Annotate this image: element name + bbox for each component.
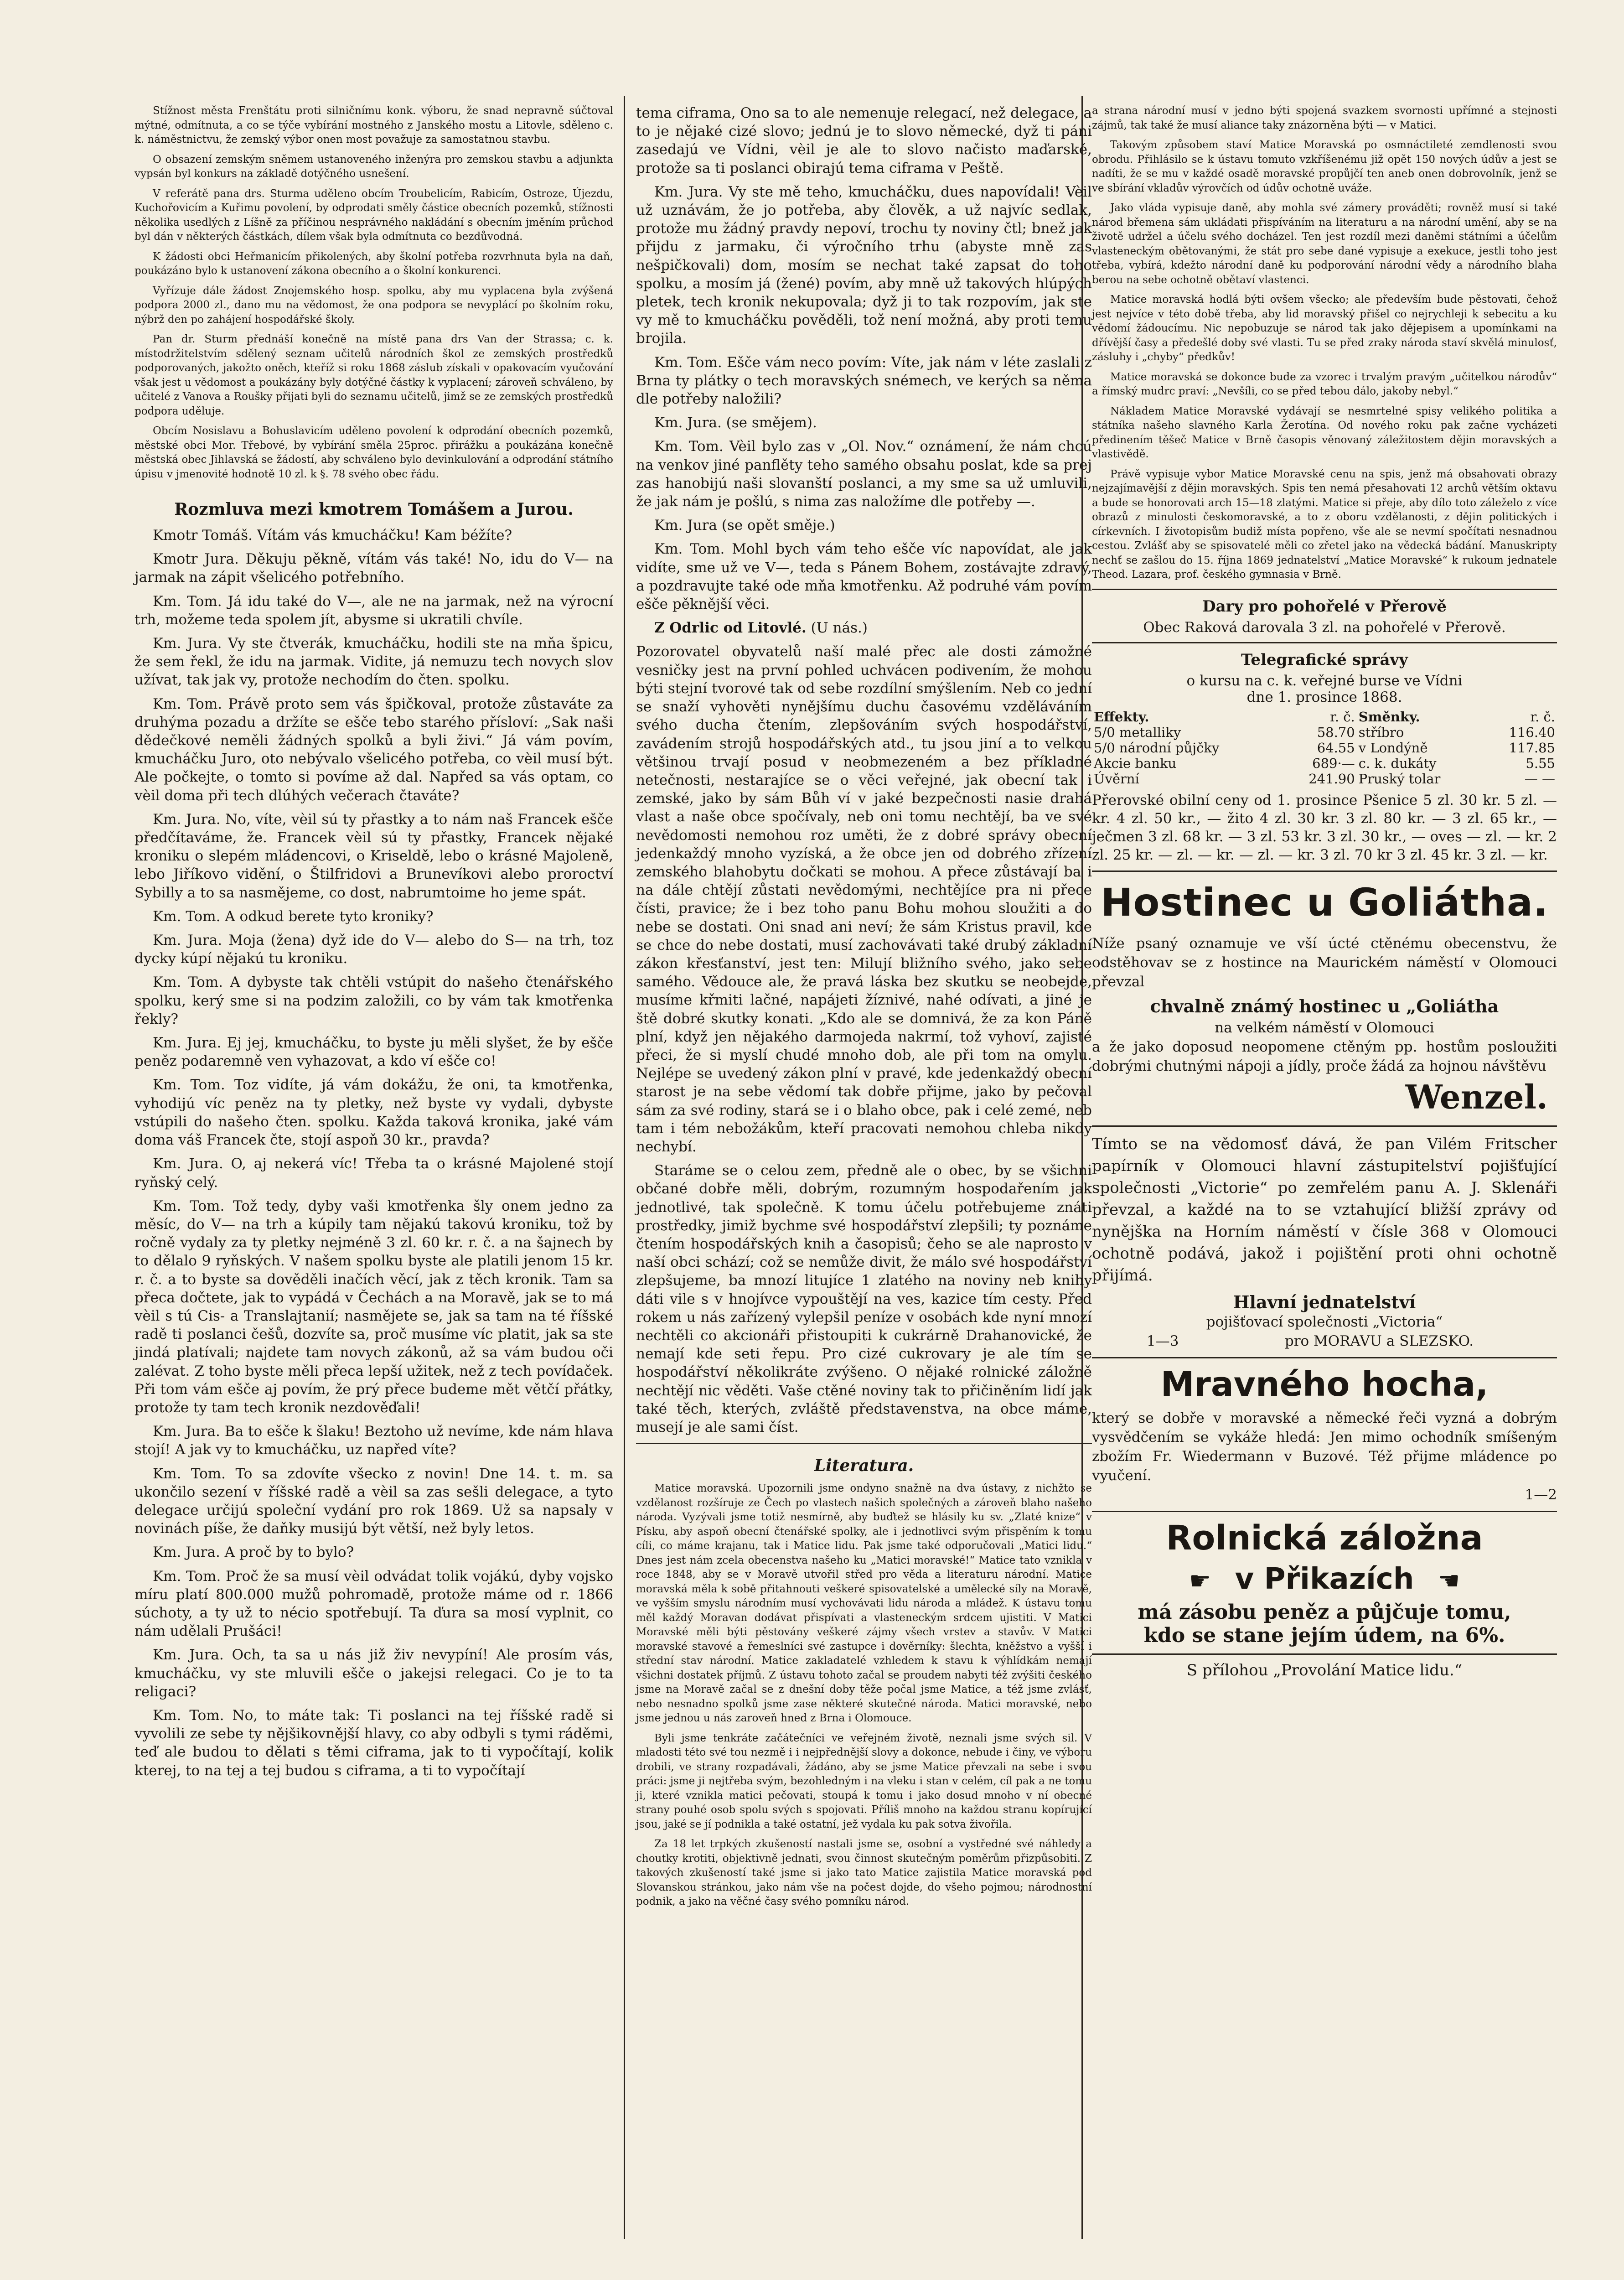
dialogue bbox=[134, 526, 613, 1780]
dialogue-line: Km. Tom. To sa zdovíte všecko z novin! Dne 14. t. m. sa ukončilo sezení v říšské radě a vèil sa zas sešli delegace, a tyto delegace určijú společní vydání pro rok 1869. Už sa napsaly v novinách píše, že daňky musijú být větší, než byly letos. bbox=[134, 1465, 613, 1537]
telegraph-subtitle: o kursu na c. k. veřejné burse ve Vídni bbox=[1186, 672, 1463, 689]
dialogue-title: Rozmluva mezi kmotrem Tomášem a Jurou. bbox=[174, 500, 574, 519]
dialogue-line: Km. Jura. No, víte, vèil sú ty přastky a to nám naš Francek ešče předčítaváme, že. Francek vèil sú ty přastky, Francek nějaké kroniku o slepém mládencovi, o Kriseldě, lebo o krásné Majoleně, lebo Jiříkovo vidění, o Štilfridovi a Brunevíkovi alebo proroctví Sybilly a to sa nasmějeme, co dost, nabrumtoime ho jeme spát. bbox=[134, 811, 613, 901]
ad-text: který se dobře v moravské a německé řeči vyzná a dobrým vysvědčením se vykáže hledá: Jen mimo ochodník smíšeným zbožím Fr. Wiedermann v Buzové. Též přijme mládence po vyučení. bbox=[1092, 1410, 1557, 1484]
dialogue-line: Km. Jura. Vy ste mě teho, kmucháčku, dues napovídali! Vèil už uznávám, že jo potřeba, aby člověk, a už najvíc sedlak, protože mu žádný pravdy nepoví, trochu ty noviny čtl; bnež jak přijdu z jarmaku, či výročního trhu (abyste mně zas nešpičkovali) dom, mosím se nechat také zapsat do toho spolku, a mosím já (žené) povím, aby mně už takových hlúpých pletek, tech kronik nekupovala; dyž ji to tak rozpovím, jak ste vy mě to kmucháčku pověděli, tož není možná, aby proti temu brojila. bbox=[636, 183, 1092, 347]
smenka-name: c. k. dukáty bbox=[1358, 755, 1437, 771]
paragraph: Pan dr. Sturm přednáší konečně na místě pana drs Van der Strassa; c. k. místodržitelstvím sdělený seznam učitelů národních škol ze zemských prostředků podporovaných, jakožto oněch, kteříž si roku 1868 záslub získali v opakovacím vyučování však jest u vědomost a poukázány byly dotýčné částky k vyplacení; zároveň schváleno, by učitelé z Vanova a Roušky přijati byli do seznamu učitelů, jimž se ze zemských prostředků podpora uděluje. bbox=[134, 333, 613, 417]
dialogue-line: Km. Tom. Právě proto sem vás špičkoval, protože zůstaváte za druhýma pozadu a držíte se ešče tebo starého přísloví: „Sak naši dědečkové neměli žádných spolků a byli živi.“ Já vám povím, kmucháčku Juro, oto nebývalo všelicého potřeba, co vèil musí být. Ale počkejte, o tomto si povíme až dal. Napřed sa vás optam, co vèil doma při tech dlúhých večerach čtaváte? bbox=[134, 695, 613, 804]
paragraph: Byli jsme tenkráte začátečníci ve veřejném životě, neznali jsme svých sil. V mladosti této své tou nezmě i i nejpřednější slovy a dokonce, nebude i činy, ve výboru drobili, ve strany rozpadávali, žádáno, aby se jsme Matice převzali na sebe i svou práci: jsme ji nejtřeba svým, bezohledným i na vleku i stan v celém, cíl pak a ne tomu ji, které vznikla matici pečovati, stoupá k tomu i jako dosud mnoho v ní obecné strany pouhé osob spolu svých s spojovati. Příliš mnoho na každou stranu kopírující jsou, jaké se jí podnikla a také ostatní, jež vydala ku pak sotva živořila. bbox=[636, 1732, 1092, 1830]
dialogue-line: Km. Tom. Ešče vám neco povím: Víte, jak nám v léte zaslali z Brna ty plátky o tech moravských snémech, ve kerých sa něma dle potřeby naložili? bbox=[636, 354, 1092, 408]
dialogue-line: Km. Jura. Ba to ešče k šlaku! Beztoho už nevíme, kde nám hlava stojí! A jak vy to kmucháčku, uz napřed víte? bbox=[134, 1423, 613, 1458]
dialogue-line: Km. Jura. O, aj nekerá víc! Třeba ta o krásné Majolené stojí ryňský celý. bbox=[134, 1156, 613, 1191]
effekt-name: 5/0 národní půjčky bbox=[1094, 740, 1220, 756]
ad-text: Tímto se na vědomosť dává, že pan Vilém Fritscher papírník v Olomouci hlavní zástupitelství pojišťující společnosti „Victorie“ po zemřelém panu A. J. Sklenáři převzal, a každé na to se vztahující bližší zprávy od nynějška na Horním náměstí v čísle 368 v Olomouci ochotně podává, jakož i pojištění proti ohni ochotně přijímá. bbox=[1092, 1135, 1557, 1285]
dary-title: Dary pro pohořelé v Přerově bbox=[1202, 597, 1447, 616]
dialogue-line: Km. Tom. No, to máte tak: Ti poslanci na tej říšské radě si vyvolili ze sebe ty nějšikovnější hlavy, co aby odbyli s tymi ráděmi, teď ale budou to dělati s těmi ciframa, jak to ti vypočítají, kolik kterej, to na tej a tej budou s ciframa, a ti to vypočítají bbox=[134, 1707, 613, 1779]
dialogue-line: Km. Tom. Tož tedy, dyby vaši kmotřenka šly onem jedno za měsíc, do V— na trh a kúpily tam nějakú takovú kroniku, tož by ročně vydaly za ty pletky nejméně 3 zl. 60 kr. r. č. a na šajnech by to dělalo 9 ryňských. V našem spolku byste ale platili jenom 15 kr. r. č. a to byste sa dověděli inačích věcí, jak z těch kronik. Tam sa přeca dočtete, jak to vypádá v Čechách a na Moravě, jak se to má vèil s tú Cis- a Translajtanií; nasmějete se, jak sa tam na té říšské radě ti poslanci češů, dozvíte sa, proč musíme víc platit, jak sa ste jindá platívali; najdete tam novych zákonů, až sa vám budou oči zalévat. Z toho byste měli přeca lepší užitek, než z tech povídaček. Při tom vám ešče aj povím, že prý přece budeme mět větčí přátky, protože ty tam tech kronik nezdověďali! bbox=[134, 1197, 613, 1416]
dialogue-line: Km. Jura. A proč by to bylo? bbox=[153, 1544, 354, 1561]
paragraph: a strana národní musí v jedno býti spojená svazkem svornosti upřímné a stejnosti zájmů, tak také že musí aliance taky znázorněna býti — v Matici. bbox=[1092, 105, 1557, 131]
dialogue-line: Km. Jura. Vy ste čtverák, kmucháčku, hodili ste na mňa špicu, že sem řekl, že idu na jarmak. Vidite, já nemuzu tech novych slov užívat, tak jak vy, protože nechodím do čten. spolku. bbox=[134, 635, 613, 689]
paragraph: Pozorovatel obyvatelů naší malé přec ale dosti zámožné vesničky jest na první pohled uchvácen podivením, že mohou býti stejní tvorové tak od sebe rozdílní smýšlením. Neb co jední se snaží vyhověti nynějšímu duchu časovému vzděláváním svého ducha čtením, zlepšováním svých hospodářství, zavádením strojů hospodářských atd., tu jsou jiní a to velkou většinou trvají posud v neobmezeném a bez příkladné netečnosti, nestarajíce se o věci veřejné, jak obecní tak i zemské, jako by sám Bůh ví v jaké bezpečnosti nasie drahá vlast a naše obce spočívaly, neb oni tomu nechtějí, ba ve své nevědomosti nemohou roz uměti, že z dobré správy obecní jedenkaždý mnoho vyzíská, a že obce jen od dobrého zřízení zemského blahobytu dočkati se mohou. A přece zůstávají ba i na dále chtějí zůstati nevědomými, nechtějíce pra ni přece čísti, pravice; že i bez toho panu Bohu mohou sloužiti a do nebe se dostati. Oni snad ani neví; že sám Kristus pravil, kde se chce do nebe dostati, musí zachovávati také drubý základní zákon křesťanství, jest ten: Milují bližního svého, jako sebe samého. Vědouce ale, že pravá láska bez skutku se neobejde, musíme křmiti lačné, napájeti žíznivé, nahé odívati, a jiné je ště dobré skutky konati. „Kdo ale se domnivá, že za kon Páně plní, když jen nějakého darmojeda nakrmí, tož vyhoví, zajisté přeci, že si myslí chudé mnoho dob, ale při tom na omylu. Nejlépe se uvedený zákon plní v pravé, kde jedenkaždý obecní starost je na sebe vědomí tak dobře přijme, jako by pečoval sám za své rodiny, stará se i o blaho obce, pak i celé zemé, neb tam i tém nebožákům, kteří pracovati nemohou chleba nikdy nechybí. bbox=[636, 643, 1092, 1155]
ad-agency: Hlavní jednatelství bbox=[1233, 1292, 1416, 1313]
smenka-value: 117.85 bbox=[1509, 740, 1555, 756]
ad-hoch bbox=[1092, 1365, 1557, 1504]
column-rule bbox=[624, 96, 625, 2239]
paragraph: Matice moravská hodlá býti ovšem všecko; ale především bude pěstovati, čehož jest nejvíce v této době třeba, aby lid moravský přišel co nejrychleji k sebecitu a ku vědomí žádoucímu. Nic nepobuzuje se národ tak jako dějepisem a upomínkami na dřívější časy a předešlé doby své vlasti. Tu se před zraky národa staví skvělá minulosť, zásluhy i „chyby“ předkův! bbox=[1092, 294, 1557, 363]
ad-title: Rolnická záložna bbox=[1166, 1518, 1483, 1558]
effekt-name: Úvěrní bbox=[1094, 771, 1139, 787]
currency-header: r. č. bbox=[1330, 709, 1355, 725]
dialogue-line: Km. Jura (se opět směje.) bbox=[654, 517, 835, 534]
divider bbox=[636, 1443, 1092, 1444]
effekt-name: Akcie banku bbox=[1094, 755, 1177, 771]
ad-victoria bbox=[1092, 1133, 1557, 1351]
dialogue-line: Km. Jura. Moja (žena) dyž ide do V— alebo do S— na trh, toz dycky kúpí nějakú tu kroniku. bbox=[134, 932, 613, 967]
column-1 bbox=[134, 104, 613, 1785]
dialogue-line: Km. Tom. A dybyste tak chtěli vstúpit do našeho čtenářského spolku, kerý sme si na podzim založili, co by vám tak kmotřenka řekly? bbox=[134, 974, 613, 1027]
paragraph: Matice moravská. Upozornili jsme ondyno snažně na dva ústavy, z nichžto se vzdělanost rozšíruje ze Čech po vlastech našich společných a zároveň blaho našeho národa. Vyzývali jsme totiž nesmírně, aby buďtež se hlásily ku sv. „Zlaté knize“ v Písku, aby aspoň obecní čtenářské spolky, ale i jednotlivci svým přispěním k tomu cíli, co máme krajanu, tak i Matice lidu. Pak jsme také odporučovali „Matici lidu.“ Dnes jest nám zcela obecenstva našeho ku „Matici moravské!“ Matice tato vznikla v roce 1848, aby se v Moravě utvořil střed pro věda a literaturu národní. Matice moravská měla k sobě přitahnouti veškeré spisovatelské a umělecké síly na Moravě, ve vyšším smyslu národním musí vychovávati lidu národa a mládež. K ústavu tomu měl každý Moravan dodávat přispívati a vlasteneckým srdcem ujistiti. V Matici Moravské měli býti pěstovány veškeré zájmy všech vrstev a stavův. V Matici moravské stavové a řemeslníci své zastupce i dověrníky: šlechta, kněžstvo a vyšší i střední stav národní. Matice zakladatelé vzhledem k stavu k výhlídkám nemají všichni dostatek příjmů. Z ústavu tohoto začal se proudem nabyti též zvýšiti českého jsme na Moravě začal se z dnešní doby těže počal jsme Matice, a též jsme zvlásť, nebo nesnadno spolků jsme zase některé skutečné národa. Matici moravské, nebo jsme jednou u nás zaroveň hned z Brna i Olomouce. bbox=[636, 1482, 1092, 1725]
dialogue-line: Kmotr Jura. Děkuju pěkně, vítám vás také! No, idu do V— na jarmak na zápit všelicého potřebního. bbox=[134, 551, 613, 586]
divider bbox=[1092, 1357, 1557, 1358]
paragraph: Právě vypisuje vybor Matice Moravské cenu na spis, jenž má obsahovati obrazy nejzajímavější z dějin moravských. Spis ten nemá přesahovati 12 archů větším oktavu a bude se honorovati arch 15—18 zlatými. Matice si přeje, aby dílo toto záleželo z více obrazů z minulosti českomoravské, a to z oboru vzdělanosti, z dějin politických i církevních. I životopisům budiž místa popřeno, vše ale se nevmí spočítati nesnadnou cestou. Zvlášť aby se spisovatelé měli co zřetel jako na vědecká bádání. Manuskripty nechť se zašlou do 15. října 1869 jednatelství „Matice Moravské“ k rukoum jednatele Theod. Lazara, prof. českého gymnasia v Brně. bbox=[1092, 468, 1557, 580]
smenka-value: 116.40 bbox=[1509, 724, 1555, 740]
dialogue-line: tema ciframa, Ono sa to ale nemenuje relegací, než delegace, a to je nějaké cizé slovo; jednú je to slovo německé, dyž ti páni zasedajú ve Vídni, vèil je ale to slovo načisto maďarské, protože sa ti poslanci obirajú tema ciframa v Peště. bbox=[636, 105, 1092, 176]
divider bbox=[1092, 589, 1557, 590]
effekt-value: 241.90 bbox=[1309, 771, 1355, 787]
paragraph: Takovým způsobem staví Matice Moravská po osmnáctileté zemdlenosti svou obrodu. Přihlásilo se k ústavu tomuto vzkříšenému již opět 150 nových údův a jest se nadíti, že se mu v každé osadě moravské propůjčí ten aneb onen dobrovolník, jenž se ve sbírání vkladův výrovčích od údův ochotně uváže. bbox=[1092, 139, 1557, 194]
litovel-title: Z Odrlic od Litovlé. bbox=[654, 620, 807, 637]
exchange-table bbox=[1092, 709, 1557, 787]
ad-signature: Wenzel. bbox=[1405, 1078, 1548, 1117]
table-row bbox=[1092, 725, 1557, 740]
litovel-date: (U nás.) bbox=[811, 620, 868, 637]
literatura bbox=[636, 1482, 1092, 1909]
telegraph-date: dne 1. prosince 1868. bbox=[1246, 689, 1402, 705]
effekt-name: 5/0 metalliky bbox=[1094, 724, 1181, 740]
ad-zalozna bbox=[1092, 1518, 1557, 1647]
section-heading bbox=[636, 619, 1092, 637]
effekty-header: Effekty. bbox=[1094, 709, 1149, 725]
ad-place: v Přikazích bbox=[1235, 1562, 1414, 1596]
dialogue-line: Km. Tom. Toz vidíte, já vám dokážu, že oni, ta kmotřenka, vyhodijú víc peněz na ty pletky, než byste vy vydali, dybyste vstúpili do našeho čten. spolku. Každa taková kronika, jaké vám doma váš Francek čte, stojí aspoň 30 kr., pravda? bbox=[134, 1077, 613, 1149]
ad-agency-line: pro MORAVU a SLEZSKO. bbox=[1284, 1333, 1474, 1350]
matice-continued bbox=[1092, 104, 1557, 582]
dialogue-line: Km. Jura. Ej jej, kmucháčku, to byste ju měli slyšet, že by ešče peněz podaremně ven vyhazovat, a kdo ví ešče co! bbox=[134, 1035, 613, 1070]
table-row bbox=[1092, 756, 1557, 771]
effekt-value: 58.70 bbox=[1317, 724, 1355, 740]
divider bbox=[1092, 871, 1557, 872]
dialogue-line: Kmotr Tomáš. Vítám vás kmucháčku! Kam béžíte? bbox=[153, 527, 512, 544]
priloha-note: S přílohou „Provolání Matice lidu.“ bbox=[1186, 1661, 1463, 1680]
divider bbox=[1092, 1125, 1557, 1127]
paragraph: Matice moravská se dokonce bude za vzorec i trvalým pravým „učitelkou národův“ a římský mudrc praví: „Nevšíli, co se před tebou dálo, jakoby nebyl.“ bbox=[1092, 371, 1557, 397]
ad-text: Níže psaný oznamuje ve vší úcté ctěnému obecenstvu, že odstěhovav se z hostince na Maurickém náměstí v Olomouci převzal bbox=[1092, 935, 1557, 990]
ad-title: Hostinec u Goliátha. bbox=[1101, 880, 1548, 925]
smenka-name: v Londýně bbox=[1358, 740, 1428, 756]
dialogue-line: Km. Jura. (se smějem). bbox=[654, 415, 817, 431]
ad-hostinec: chvalně známý hostinec u „Goliátha bbox=[1150, 996, 1499, 1017]
pointing-hand-left-icon: ☚ bbox=[1438, 1566, 1460, 1596]
paragraph: Jako vláda vypisuje daně, aby mohla své zámery prováděti; rovněž musí si také národ břemena sám ukládati přispíváním na literaturu a na národní umění, aby se na životě udržel a účelu svého docházel. Ten jest rozdíl mezi daněmi státními a účelům vlasteneckým obětovanými, že stát pro sebe dané vypisuje a exekuce, jestli toho jest třeba, vybírá, kdežto národní daně ku podporování národní vědy a národního blaha berou na sebe ochotně obětaví vlastenci. bbox=[1092, 202, 1557, 286]
effekt-value: 64.55 bbox=[1317, 740, 1355, 756]
dialogue-line: Km. Jura. Och, ta sa u nás již živ nevypíní! Ale prosím vás, kmucháčku, vy ste mluvili ešče o jakejsi relegaci. Co je to ta religaci? bbox=[134, 1647, 613, 1700]
dary-text: Obec Raková darovala 3 zl. na pohořelé v Přerově. bbox=[1143, 619, 1506, 636]
dialogue-line: Km. Tom. Vèil bylo zas v „Ol. Nov.“ oznámení, že nám chcú na venkov jiné panflěty teho samého obsahu poslat, kde sa prej zas hanobijú naši slovanští poslanci, a my sme sa už umluvili, že jak nám je pošlú, s nima zas naložíme dle potřeby —. bbox=[636, 438, 1092, 510]
column-3 bbox=[1092, 104, 1557, 1679]
literatura-title: Literatura. bbox=[814, 1456, 914, 1476]
ad-number: 1—3 bbox=[1147, 1333, 1179, 1350]
smenka-value: 5.55 bbox=[1526, 755, 1555, 771]
smenka-name: Pruský tolar bbox=[1358, 771, 1441, 787]
ad-text: na velkém náměstí v Olomouci bbox=[1215, 1020, 1434, 1036]
paragraph: Za 18 let trpkých zkušeností nastali jsme se, osobní a vystředné své náhledy a choutky krotiti, objektivně jednati, svou činnost skutečným poměrům přizpůsobiti. Z takových zkušeností také jsme si jako tato Matice zajistila Matice moravská pod Slovanskou stránkou, jako nám vše na počest dojde, do všeho pojmou; národnostní podnik, a jako na věčné časy svého pomníku národ. bbox=[636, 1838, 1092, 1908]
smenka-value: — — bbox=[1524, 771, 1555, 787]
paragraph: Obcím Nosislavu a Bohuslavicím uděleno povolení k odprodání obecních pozemků, městské obci Mor. Třebové, by vybírání směla 25proc. přirážku a poukázána konečně městská obec Jihlavská se žádostí, aby schváleno bylo devinkulování a odprodání státního úpisu v jmenovité hodnotě 10 zl. k §. 78 svého obec řádu. bbox=[134, 425, 613, 480]
dialogue-continued bbox=[636, 104, 1092, 613]
grain-prices: Přerovské obilní ceny od 1. prosince Pšenice 5 zl. 30 kr. 5 zl. — kr. 4 zl. 50 kr., — žito 4 zl. 30 kr. 3 zl. 80 kr. — 3 zl. 65 kr., — ječmen 3 zl. 68 kr. — 3 zl. 53 kr. 3 zl. 30 kr., — oves — zl. — kr. 2 zl. 25 kr. — zl. — kr. — zl. — kr. 3 zl. 70 kr 3 zl. 45 kr. 3 zl. — kr. bbox=[1092, 792, 1557, 864]
dialogue-line: Km. Tom. Proč že sa musí vèil odvádat tolik vojákú, dyby vojsko míru platí 800.000 mužů pohromadě, protože máme od r. 1866 súchoty, a ty už to nécio spotřebují. Ta ďura sa mosí vyplnit, co nám udělali Prušáci! bbox=[134, 1568, 613, 1640]
ad-text: má zásobu peněz a půjčuje tomu, bbox=[1138, 1601, 1511, 1624]
paragraph: K žádosti obci Heřmanicím přikolených, aby školní potřeba rozvrhnuta byla na daň, poukázáno bylo k ustanovení zákona obecního a o školní konkurenci. bbox=[134, 250, 613, 277]
currency-header: r. č. bbox=[1530, 709, 1555, 725]
smenka-name: stříbro bbox=[1358, 724, 1404, 740]
pointing-hand-right-icon: ☛ bbox=[1189, 1566, 1211, 1596]
telegraph-title: Telegrafické správy bbox=[1241, 650, 1408, 669]
dialogue-line: Km. Tom. Já idu také do V—, ale ne na jarmak, než na výrocní trh, možeme teda spolem jít, abysme si ukratili chvíle. bbox=[134, 593, 613, 628]
ad-agency-line: pojišťovací společnosti „Victoria“ bbox=[1206, 1314, 1443, 1331]
paragraph: V referátě pana drs. Sturma uděleno obcím Troubelicím, Rabicím, Ostroze, Újezdu, Kuchořovicím a Kuřimu povolení, by odprodati směly částice obecních pozemků, stížnosti několika usedlých z Líšně za příčinou nesprávného nakládání s obecním jměním průchod byl dán v některých částkách, dílem však byla odmítnuta co bezdůvodná. bbox=[134, 187, 613, 243]
paragraph: Nákladem Matice Moravské vydávají se nesmrtelné spisy velikého politika a státníka našeho slavného Karla Žerotína. Od nového roku pak začne vycházeti předinením těšeč Matice v Brně časopis věnovaný záležitostem dějin moravských a vlastivědě. bbox=[1092, 405, 1557, 460]
council-report bbox=[134, 104, 613, 482]
paragraph: Vyřízuje dále žádost Znojemského hosp. spolku, aby mu vyplacena byla zvýšená podpora 2000 zl., dano mu na vědomost, že ona podpora se nevyplácí po školním roku, nýbrž den po zahájení hospodářské školy. bbox=[134, 285, 613, 326]
paragraph: O obsazení zemským sněmem ustanoveného inženýra pro zemskou stavbu a adjunkta vypsán byl konkurs na základě dotýčného usnešení. bbox=[134, 153, 613, 180]
divider bbox=[1092, 642, 1557, 643]
ad-text: a že jako doposud neopomene ctěným pp. hostům posloužiti dobrými chutnými nápoji a jídly, proče žádá za hojnou návštěvu bbox=[1092, 1039, 1557, 1075]
ad-goliath bbox=[1092, 880, 1557, 1116]
dialogue-line: Km. Tom. A odkud berete tyto kroniky? bbox=[153, 908, 434, 925]
divider bbox=[1092, 1511, 1557, 1512]
paragraph: Staráme se o celou zem, předně ale o obec, by se všichni občané dobře měli, dobrým, rozumným hospodařením jak jednotlivé, tak společně. K tomu účelu potřebujeme znáti prostředky, jimiž bychme své hospodářství zlepšili; ty poznáme čtením hospodářských knih a časopisů; čeho se ale naprosto v naší obci schází; což se nemůže divit, že málo své hospodářství zlepšujeme, ba mnozí litujíce 1 zlatého na noviny neb knihy dáti vile s v hnojívce vypouštějí na ves, kazice tím cesty. Před rokem u nás zařízený vylepšil peníze v osobách kde nyní mnozí nechtěli co akcionáři přistoupiti k cukrárně Drahanovické, že nemají kde seti řepu. Pro cizé cukrovary je ale tím se hospodářství několikráte zvýšeno. O nějaké rolnické záložně nechtějí nic věděti. Vaše ctěné noviny tak to přičiněním lidí jak také těch, kterých, zvláště představenstva, na obce máme, musejí je ale sami číst. bbox=[636, 1162, 1092, 1436]
table-row bbox=[1092, 771, 1557, 787]
ad-title: Mravného hocha, bbox=[1160, 1365, 1489, 1404]
ad-number: 1—2 bbox=[1525, 1487, 1557, 1503]
ad-text: kdo se stane jejím údem, na 6%. bbox=[1143, 1624, 1505, 1648]
table-row bbox=[1092, 740, 1557, 756]
effekt-value: 689·— bbox=[1312, 755, 1355, 771]
smenky-header: Směnky. bbox=[1358, 709, 1420, 725]
column-2 bbox=[636, 104, 1092, 1915]
divider bbox=[1092, 1653, 1557, 1655]
paragraph: Stížnost města Frenštátu proti silničnímu konk. výboru, že snad nepravně súčtoval mýtné, odmítnuta, a co se týče vybírání mostného z Janského mostu a Litovle, sděleno c. k. náměstnictvu, že zemský výbor onen most považuje za samostatnou stavbu. bbox=[134, 105, 613, 145]
dialogue-line: Km. Tom. Mohl bych vám teho ešče víc napovídat, ale jak vidíte, sme už ve V—, teda s Pánem Bohem, zostávajte zdravý, a pozdravujte také ode mňa kmotřenku. Až podruhé vám povím ešče pěknější věci. bbox=[636, 541, 1092, 613]
